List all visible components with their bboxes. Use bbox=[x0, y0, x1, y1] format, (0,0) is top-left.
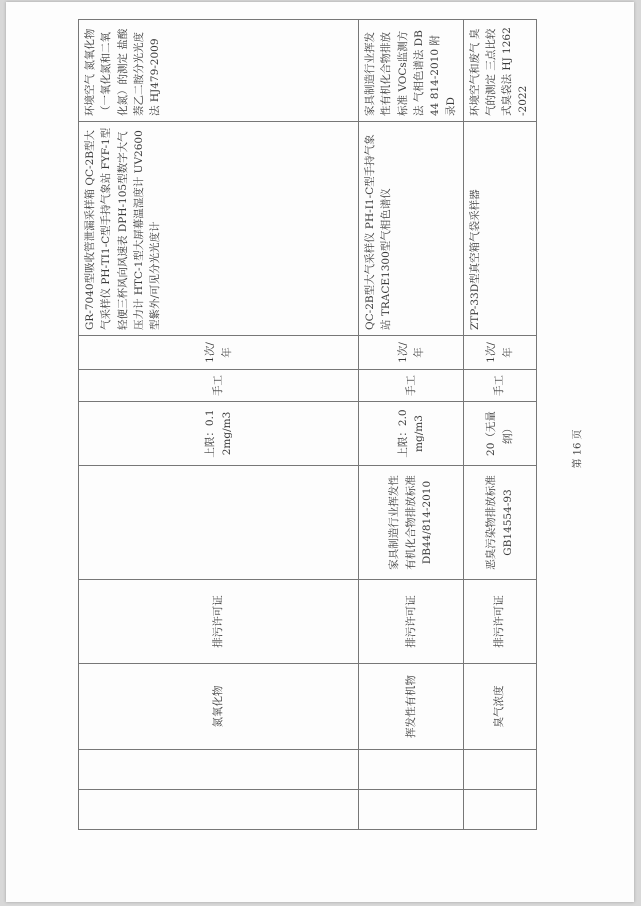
table-row bbox=[359, 20, 464, 830]
basis-cell: 排污许可证 bbox=[79, 580, 359, 664]
frequency-cell: 1次/年 bbox=[79, 336, 359, 370]
table-cell bbox=[463, 750, 536, 790]
rotated-table-wrapper bbox=[78, 20, 530, 830]
basis-cell: 排污许可证 bbox=[463, 580, 536, 664]
method-cell: 手工 bbox=[463, 370, 536, 402]
standard-cell: 恶臭污染物排放标准 GB14554-93 bbox=[463, 466, 536, 580]
standard-cell bbox=[79, 466, 359, 580]
limit-cell: 20（无量纲） bbox=[463, 402, 536, 466]
limit-cell: 上限：0.12mg/m3 bbox=[79, 402, 359, 466]
table-cell bbox=[463, 790, 536, 830]
pollutant-cell: 臭气浓度 bbox=[463, 664, 536, 750]
instrument-cell: GR-7040型吸收管泄漏采样箱 QC-2B型大气采样仪 PH-TI1-C型手持气象站 FYF-1型轻便三杯风向风速表 DPH-105型数字大气压力计 HTC-1型大屏幕温湿度计 UV2600型紫外/可见分光光度计 bbox=[79, 122, 359, 336]
table-cell bbox=[79, 750, 359, 790]
pollutant-cell: 挥发性有机物 bbox=[359, 664, 464, 750]
method-cell: 手工 bbox=[79, 370, 359, 402]
frequency-cell: 1次/年 bbox=[359, 336, 464, 370]
basis-cell: 排污许可证 bbox=[359, 580, 464, 664]
pollutant-cell: 氮氧化物 bbox=[79, 664, 359, 750]
monitoring-table bbox=[78, 19, 537, 830]
table-cell bbox=[359, 750, 464, 790]
table-row bbox=[463, 20, 536, 830]
limit-cell: 上限：2.0mg/m3 bbox=[359, 402, 464, 466]
instrument-cell: QC-2B型大气采样仪 PH-I1-C型手持气象站 TRACE1300型气相色谱仪 bbox=[359, 122, 464, 336]
frequency-cell: 1次/年 bbox=[463, 336, 536, 370]
page-number: 第 16 页 bbox=[572, 429, 584, 469]
standard-cell: 家具制造行业挥发性有机化合物排放标准 DB44/814-2010 bbox=[359, 466, 464, 580]
document-page bbox=[6, 2, 634, 902]
table-cell bbox=[359, 790, 464, 830]
instrument-cell: ZTP-33D型真空箱气袋采样器 bbox=[463, 122, 536, 336]
analysis-method-cell: 环境空气和废气 臭气的测定 三点比较式臭袋法 HJ 1262-2022 bbox=[463, 20, 536, 122]
method-cell: 手工 bbox=[359, 370, 464, 402]
analysis-method-cell: 环境空气 氮氧化物（一氧化氮和二氧化氮）的测定 盐酸萘乙二胺分光光度法 HJ479-2009 bbox=[79, 20, 359, 122]
analysis-method-cell: 家具制造行业挥发性有机化合物排放标准 VOCs监测方法 气相色谱法 DB 44 814-2010 附录D bbox=[359, 20, 464, 122]
table-cell bbox=[79, 790, 359, 830]
table-row bbox=[79, 20, 359, 830]
